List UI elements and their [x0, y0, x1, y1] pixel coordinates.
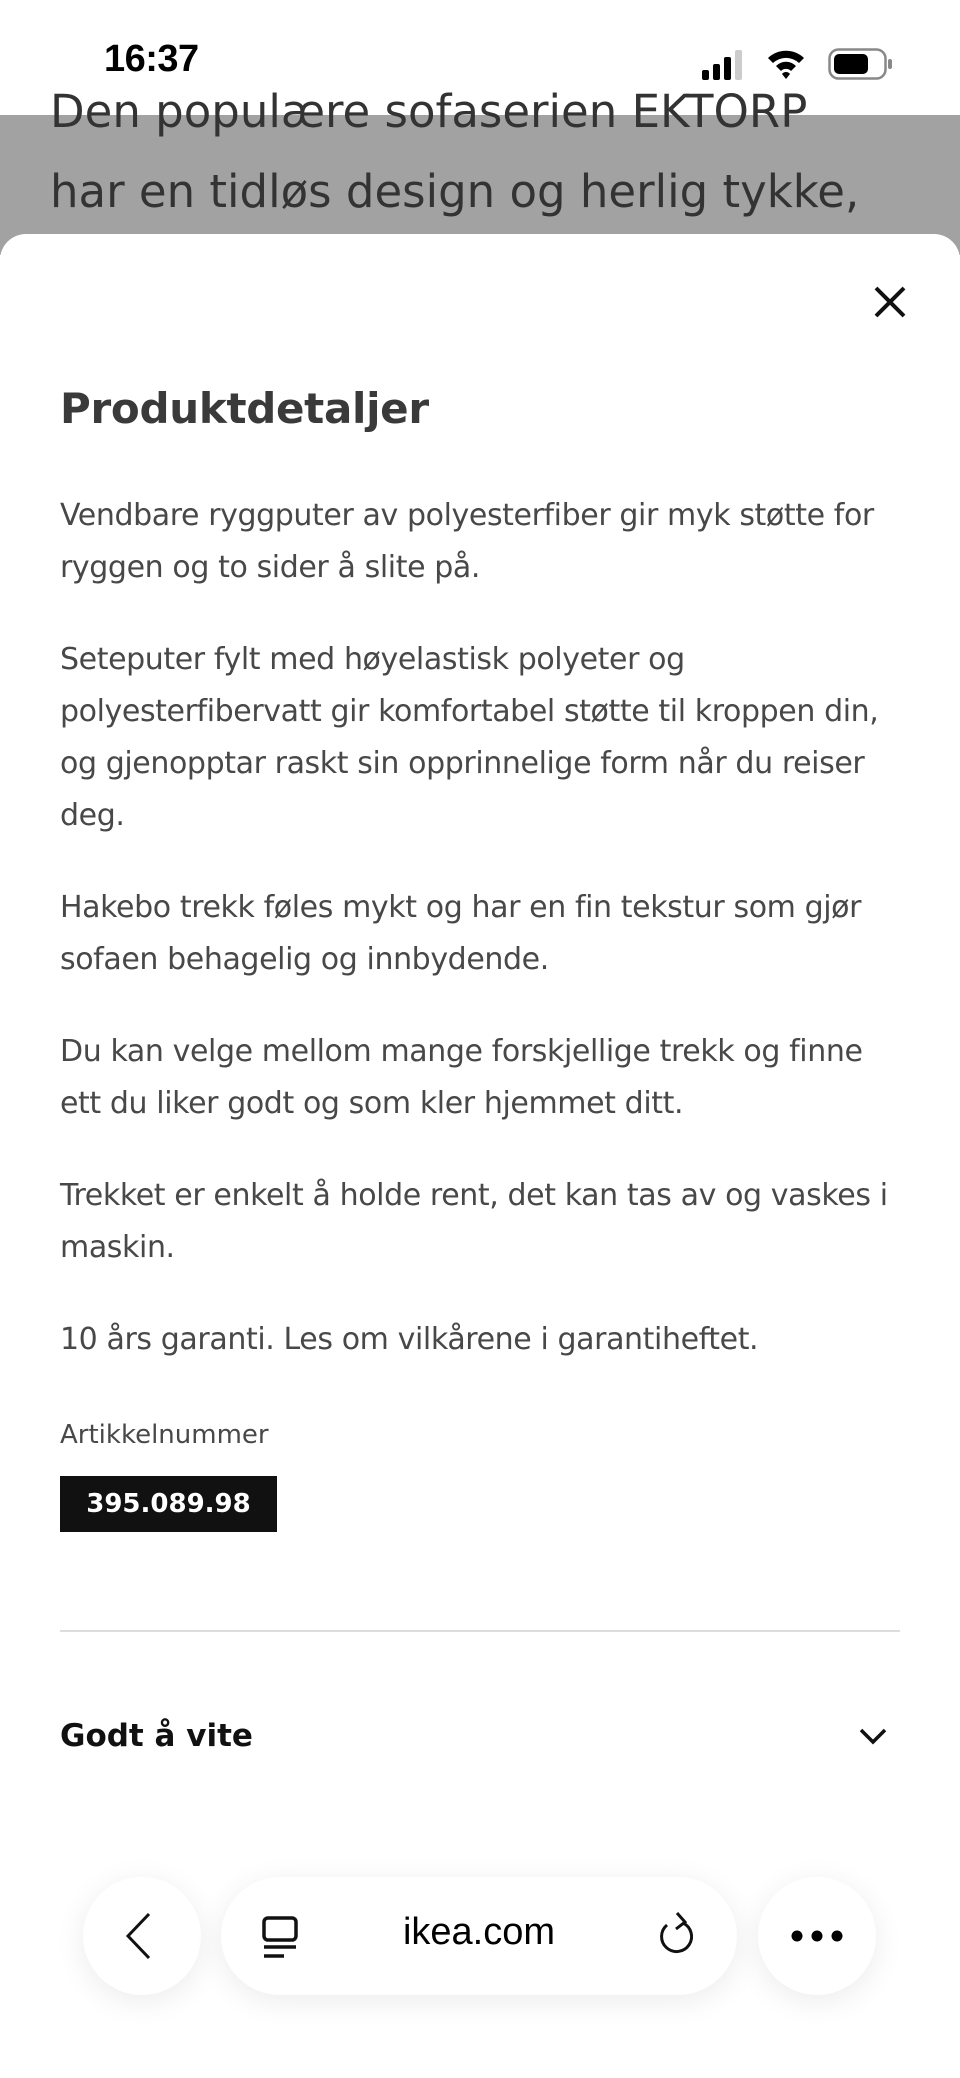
ellipsis-icon	[790, 1929, 844, 1943]
more-options-button[interactable]	[758, 1877, 876, 1995]
background-text: Den populære sofaserien EKTORP	[50, 85, 808, 138]
chevron-down-icon	[858, 1726, 888, 1746]
paragraph: Trekket er enkelt å holde rent, det kan tas av og vaskes i maskin.	[60, 1178, 888, 1265]
cellular-signal-icon	[702, 50, 750, 80]
browser-toolbar	[0, 1860, 960, 2020]
wifi-icon	[766, 46, 806, 80]
article-number-label: Artikkelnummer	[60, 1420, 269, 1450]
close-icon[interactable]	[868, 280, 912, 324]
article-number-badge: 395.089.98	[60, 1476, 277, 1532]
paragraph: Du kan velge mellom mange forskjellige trekk og finne ett du liker godt og som kler hjemmet ditt.	[60, 1034, 863, 1121]
paragraph: Seteputer fylt med høyelastisk polyeter og polyesterfibervatt gir komfortabel støtte til kroppen din, og gjenopptar raskt sin opprinnelige form når du reiser deg.	[60, 642, 879, 833]
battery-icon	[828, 48, 894, 80]
reload-icon[interactable]	[655, 1909, 699, 1959]
accordion-good-to-know[interactable]	[60, 1700, 900, 1776]
product-description	[60, 490, 910, 1406]
page-title: Produktdetaljer	[60, 384, 429, 433]
accordion-label: Godt å vite	[60, 1718, 253, 1754]
status-time: 16:37	[104, 38, 199, 80]
url-text: ikea.com	[402, 1911, 556, 1953]
paragraph: 10 års garanti. Les om vilkårene i garantiheftet.	[60, 1322, 759, 1357]
paragraph: Vendbare ryggputer av polyesterfiber gir myk støtte for ryggen og to sider å slite på.	[60, 498, 874, 585]
background-text: har en tidløs design og herlig tykke,	[50, 165, 860, 218]
paragraph: Hakebo trekk føles mykt og har en fin tekstur som gjør sofaen behagelig og innbydende.	[60, 890, 862, 977]
back-button[interactable]	[83, 1877, 201, 1995]
address-bar[interactable]	[221, 1877, 737, 1995]
chevron-left-icon	[123, 1911, 153, 1961]
divider	[60, 1630, 900, 1632]
